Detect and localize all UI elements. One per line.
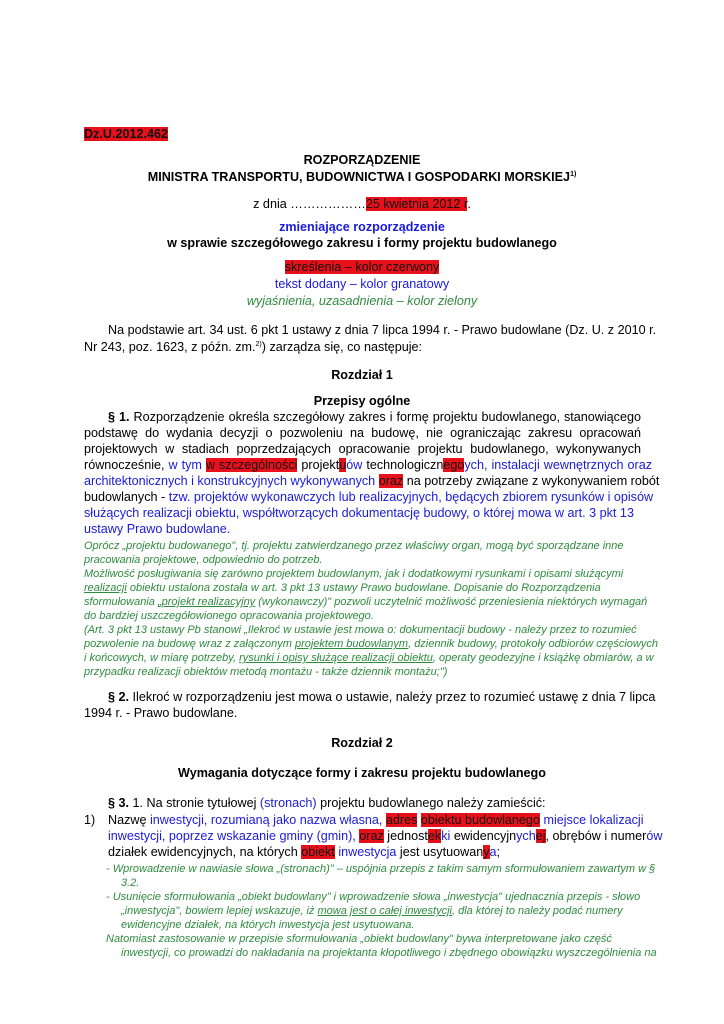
legend-added: tekst dodany – kolor granatowy <box>274 277 450 291</box>
note-1-line-3: Możliwość posługiwania się zarówno projektem budowlanym, jak i dodatkowymi rysunkami i opisami służącymi <box>84 568 624 580</box>
note-1-l5a: sformułowania <box>84 596 158 608</box>
paragraph-1-line-8: ustawy Prawo budowlane. <box>84 522 231 536</box>
note-1-l8c: , dziennik budowy, protokoły odbiorów częściowych <box>408 638 658 650</box>
chapter-1-label: Rozdział 1 <box>331 368 393 382</box>
p1-l4g: technologiczn <box>366 458 444 472</box>
journal-reference <box>84 127 168 141</box>
item1-l2b-deleted: oraz <box>359 829 384 843</box>
note-2-line-2: - Usunięcie sformułowania „obiekt budowlany" i wprowadzenie słowa „inwestycja" ujednacznia przepis - słowo <box>106 891 641 903</box>
note-1-l8b: projektem budowlanym <box>294 638 409 650</box>
item-1-line-2 <box>108 829 662 843</box>
note-2-line-1: - Wprowadzenie w nawiasie słowa „(stronach)" – uspójnia przepis z takim samym sformułowaniem zawartym w § <box>106 863 656 875</box>
regulation-heading: ROZPORZĄDZENIE <box>303 153 421 167</box>
item1-l3d: jest usytuowan <box>399 845 484 859</box>
note-2-line-5: Natomiast zastosowanie w przepisie sformułowania „obiekt budowlany" bywa interpretowane jako część <box>106 933 612 945</box>
p3-l1c: projektu budowlanego należy zamieścić: <box>320 796 546 810</box>
footnote-marker-1: 1) <box>570 170 577 178</box>
item1-l2g: ych <box>516 829 536 843</box>
paragraph-2-line-2: 1994 r. - Prawo budowlane. <box>84 706 238 720</box>
p1-l6b: tzw. projektów wykonawczych lub realizacyjnych, będących zbiorem rysunków i opisów <box>168 490 654 504</box>
p1-l4i: ych, instalacji wewnętrznych oraz <box>464 458 653 472</box>
note-1-l9c: , operaty geodezyjne i książkę obmiarów, a w <box>432 652 654 664</box>
amending-heading: zmieniające rozporządzenie <box>279 220 445 234</box>
item1-l2d-deleted: ek <box>427 829 442 843</box>
legend-deleted-text: skreślenia – kolor czerwony <box>284 260 440 274</box>
item-1-line-1 <box>108 813 644 827</box>
item1-b: inwestycji, rozumianą jako nazwa własna, <box>150 813 383 827</box>
p3-l1b: (stronach) <box>259 796 317 810</box>
p1-l5c: na potrzeby związane z wykonywaniem robót <box>406 474 660 488</box>
chapter-1-title: Przepisy ogólne <box>313 394 411 408</box>
minister-heading-text: MINISTRA TRANSPORTU, BUDOWNICTWA I GOSPODARKI MORSKIEJ <box>147 170 571 184</box>
note-2-line-6: inwestycji, co prowadzi do nakładania na projektanta kłopotliwego i zbędnego obowiązku wyszczególnienia na <box>121 947 657 959</box>
item1-c-deleted: adres <box>385 813 418 827</box>
item1-l2i: , obrębów i numer <box>545 829 647 843</box>
note-2-l3a: „inwestycja", bowiem lepiej wskazuje, iż <box>121 905 318 917</box>
paragraph-2-line-1 <box>108 690 656 704</box>
note-2-line-4: ewidencyjne działek, na których inwestycja jest usytuowana. <box>121 919 415 931</box>
note-1-line-2: pracowania projektowe, odpowiednio do potrzeb. <box>84 554 323 566</box>
item-1-line-3 <box>108 845 500 859</box>
paragraph-1-number: § 1. <box>108 410 130 424</box>
p1-l4d: projekt <box>301 458 340 472</box>
item1-d-deleted: obiektu budowlanego <box>420 813 540 827</box>
p2-l1: Ilekroć w rozporządzeniu jest mowa o ustawie, należy przez to rozumieć ustawę z dnia 7 lipca <box>132 690 656 704</box>
preamble-line-1: Na podstawie art. 34 ust. 6 pkt 1 ustawy z dnia 7 lipca 1994 r. - Prawo budowlane (Dz. U. z 2010 r. <box>108 323 657 337</box>
note-1-line-6: do bardziej uszczegółowionego opracowania projektowego. <box>84 610 374 622</box>
paragraph-1-line-2: podstawę do wydania decyzji o pozwoleniu na budowę, nie ograniczając zakresu opracowań <box>84 426 641 440</box>
note-1-line-7: (Art. 3 pkt 13 ustawy Pb stanowi „Ilekroć w ustawie jest mowa o: dokumentacji budowy - należy przez to rozumieć <box>84 624 637 636</box>
footnote-marker-2: 2) <box>255 340 262 348</box>
legend-deleted <box>0 260 724 274</box>
note-2-line-1b: 3.2. <box>121 877 140 889</box>
note-1-l4b: obiektu ustalona została w art. 3 pkt 13 ustawy Prawo budowlane. Dopisanie do Rozporządzenia <box>126 582 601 594</box>
paragraph-3-line-1 <box>108 796 546 810</box>
note-1-line-1: Oprócz „projektu budowanego", tj. projektu zatwierdzanego przez właściwy organ, mogą być sporządzane inne <box>84 540 624 552</box>
preamble-line-2a: Nr 243, poz. 1623, z późn. zm. <box>84 340 256 354</box>
item1-l2h-deleted: ej <box>535 829 546 843</box>
note-1-line-10: przypadku realizacji obiektów metodą montażu - także dziennik montażu;") <box>84 666 448 678</box>
p3-l1a: 1. Na stronie tytułowej <box>132 796 257 810</box>
note-2-line-3 <box>121 905 623 917</box>
p1-l6a: budowlanych - <box>84 490 166 504</box>
note-1-l9a: i końcowych, w miarę potrzeby, <box>84 652 240 664</box>
preamble-line-2 <box>84 340 422 354</box>
item1-l3g: ; <box>496 845 501 859</box>
note-1-line-8 <box>84 638 658 650</box>
paragraph-1-line-6 <box>84 490 653 504</box>
subject-heading: w sprawie szczegółowego zakresu i formy projektu budowlanego <box>167 236 557 250</box>
paragraph-1-line-3: projektowych w stadiach poprzedzających opracowanie projektu budowlanego, wykonywanych <box>84 442 641 456</box>
chapter-2-label: Rozdział 2 <box>331 736 393 750</box>
item1-l2a: inwestycji, poprzez wskazanie gminy (gmin), <box>108 829 356 843</box>
note-1-l9b: rysunki i opisy służące realizacji obiektu <box>239 652 433 664</box>
note-2-l3b: mowa jest o całej inwestycji <box>317 905 452 917</box>
p1-l4b: w tym <box>168 458 202 472</box>
note-1-l5b: „projekt realizacyjny <box>157 596 256 608</box>
minister-heading <box>0 170 724 184</box>
paragraph-2-number: § 2. <box>108 690 130 704</box>
p1-l5b-deleted: oraz <box>378 474 404 488</box>
legend-explain: wyjaśnienia, uzasadnienia – kolor zielony <box>246 294 478 308</box>
p1-l4f: ów <box>346 458 363 472</box>
item1-l3c: inwestycja <box>338 845 397 859</box>
date-line <box>0 197 724 211</box>
p1-l4e-deleted: u <box>339 458 347 472</box>
note-1-l5c: (wykonawczy)" pozwoli uczytelnić możliwość przeniesienia niektórych wymagań <box>255 596 648 608</box>
item1-l3a: działek ewidencyjnych, na których <box>108 845 298 859</box>
date-deleted: 25 kwietnia 2012 r <box>365 197 468 211</box>
note-2-l3c: , dla której to należy podać numery <box>451 905 623 917</box>
p1-l5a: architektonicznych i konstrukcyjnych wykonywanych <box>84 474 376 488</box>
item1-l2f: ewidencyjn <box>453 829 517 843</box>
item1-e: miejsce lokalizacji <box>543 813 644 827</box>
date-suffix: . <box>467 197 471 211</box>
item1-l3f: a <box>489 845 497 859</box>
p1-l1: Rozporządzenie określa szczegółowy zakres i formę projektu budowlanego, stanowiącego <box>133 410 641 424</box>
p1-l4a: równocześnie, <box>84 458 165 472</box>
p1-l4c-deleted: w szczególności <box>205 458 298 472</box>
item1-l2e: ki <box>441 829 451 843</box>
item1-l3b-deleted: obiekt <box>301 845 335 859</box>
paragraph-1-line-4 <box>84 458 652 472</box>
journal-reference-text: Dz.U.2012.462 <box>84 127 169 141</box>
chapter-2-title: Wymagania dotyczące formy i zakresu projektu budowlanego <box>178 766 546 780</box>
note-1-line-4 <box>84 582 601 594</box>
item1-l3e-deleted: y <box>483 845 490 859</box>
paragraph-3-number: § 3. <box>108 796 130 810</box>
note-1-l4a: realizacji <box>84 582 127 594</box>
item-1-number: 1) <box>84 813 96 827</box>
item1-l2j: ów <box>646 829 663 843</box>
paragraph-1-line-7: służących realizacji obiektu, współtworzących dokumentację budowy, o której mowa w art. 3 pkt 13 <box>84 506 634 520</box>
paragraph-1-line-1 <box>108 410 641 424</box>
paragraph-1-line-5 <box>84 474 659 488</box>
date-prefix: z dnia ……………… <box>253 197 366 211</box>
note-1-line-9 <box>84 652 654 664</box>
p1-l4h-deleted: ego <box>443 458 465 472</box>
note-1-l8a: pozwolenie na budowę wraz z załączonym <box>84 638 295 650</box>
note-1-line-5 <box>84 596 647 608</box>
item1-a: Nazwę <box>108 813 147 827</box>
preamble-line-2b: ) zarządza się, co następuje: <box>261 340 423 354</box>
item1-l2c: jednost <box>387 829 428 843</box>
